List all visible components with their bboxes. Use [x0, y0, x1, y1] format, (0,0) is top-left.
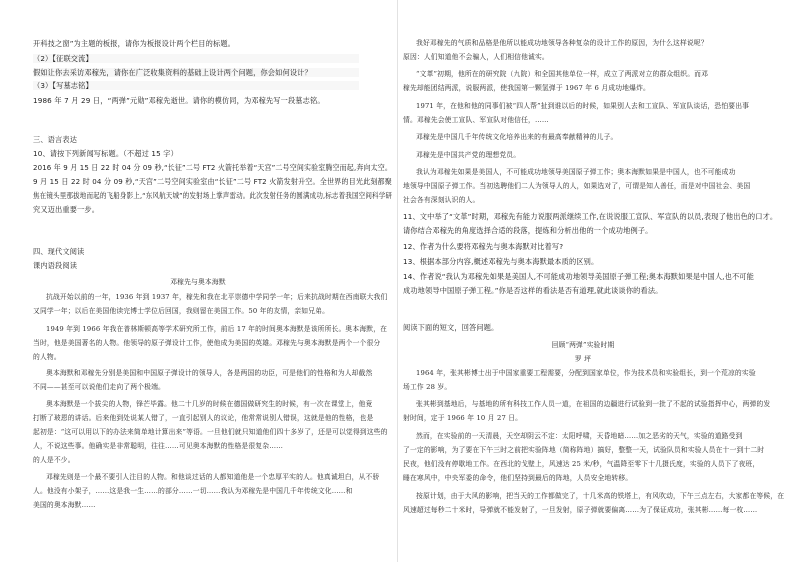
news-line-4: 究又迈出重要一步。 [33, 205, 100, 214]
article-paragraph: 邓稼先则是一个最不要引人注目的人物。和他谈过话的人都知道他是一个忠厚平实的人。他真诚坦白，从不骄 [46, 473, 380, 481]
article-paragraph: 按原计划，由于大风的影响，把当天的工作都做完了，十几米高的铁塔上，有风吹动，下午三点左右，大家都在等候，在 [416, 492, 785, 500]
article-paragraph: 1971 年，在他和他的同事们被“四人帮”扯到谁以后的时候，如果别人去和工宣队、军宣队谈话，恐怕要出事 [416, 102, 750, 110]
article-paragraph: 情。邓稼先会使工宣队、军宣队对他信任，…… [403, 116, 549, 124]
subtask-2-heading: （2）【征联交流】 [33, 54, 359, 63]
article-paragraph: 不同——甚至可以说他们走向了两个极端。 [33, 383, 165, 391]
question-14: 14、作者说“我认为邓稼先如果是美国人,不可能成功地领导美国原子弹工程;奥本海默如果是中国人,也不可能 [403, 272, 754, 281]
article-paragraph: 美国的奥本海默…… [33, 501, 96, 509]
article-paragraph: 原因：人们知道他不会骗人，人们相信他诚实。 [403, 53, 549, 61]
article-paragraph: 稼先却能团结两派，说服两派，使我国第一颗氢弹于 1967 年 6 月成功地爆炸。 [403, 84, 650, 92]
article-paragraph: 邓稼先是中国共产党的理想党员。 [416, 151, 521, 159]
section-3-heading: 三、语言表达 [33, 135, 78, 144]
article-paragraph: 我好邓稼先的气质和品格是他所以能成功地领导各种复杂的设计工作的原因，为什么这样说呢？ [416, 39, 708, 47]
article-paragraph: 民夜，他们没有停歇地工作。在西北的戈壁上，风速达 25 米/秒，气温降至零下十几摄氏度，实验的人员下了夜班， [403, 460, 760, 468]
article-paragraph: 睡在寒风中，中央军委的命令，他们坚持到最后的阵地，人员安全地转移。 [403, 474, 633, 482]
question-continuation: 开科技之窗”为主题的板报，请你为板报设计两个栏目的标题。 [33, 39, 235, 48]
subtask-2-text: 假如让你去采访邓稼先，请你在广泛收集资料的基础上设计两个问题，你会如何设计？ [33, 68, 359, 77]
article-paragraph: 打断了玻恩的讲话。后来他到处说某人错了，一直引起别人的议论，他常常说别人错误，这就是他的性格，也是 [33, 414, 374, 422]
column-divider [397, 0, 398, 562]
article-paragraph: 场工作 28 岁。 [403, 383, 452, 391]
article-paragraph: 当时，他是美国著名的人物。他领导的原子弹设计工作，使他成为美国的英雄。邓稼先与奥本海默是两个一个很分 [33, 339, 381, 347]
news-line-1: 2016 年 9 月 15 日 22 时 04 分 09 秒,“长征”二号 FT2 火箭托举着“天宫”二号空间实验室腾空而起,奔向太空。 [33, 163, 393, 172]
article-paragraph: 社会各有深刻认识的人。 [403, 196, 480, 204]
subtask-3-heading: （3）【写墓志铭】 [33, 81, 359, 90]
article-paragraph: 地领导中国原子弹工作。当初选聘他们二人为领导人的人，如果选对了，可谓是知人善任，而是对中国社会、美国 [403, 182, 751, 190]
article-paragraph: 的人物。 [33, 353, 61, 361]
article-paragraph: 抗战开始以前的一年，1936 年到 1937 年，稼先和我在北平崇德中学同学一年；后来抗战时期在西南联大我们 [46, 293, 388, 301]
article-paragraph: 奥本海默和邓稼先分别是美国和中国原子弹设计的领导人，各是两国的功臣，可是他们的性格和为人却截然 [46, 369, 373, 377]
article-paragraph: 张其彬到基地后，与基地的所有科技工作人员一道，在祖国的边疆进行试验到一批了不起的试验指挥中心，两弹的发 [416, 400, 771, 408]
article2-author: 罗 坪 [574, 355, 592, 363]
article-paragraph: 然而，在实验前的一天清晨，天空却阴云不定：太阳呼啸，天昏地暗……加之恶劣的天气，实验的道路受到 [416, 432, 743, 440]
question-11: 11、文中举了“文革”时期，邓稼先有能力说服两派继续工作,在说说服工宣队、军宣队的以员,表现了他出色的口才。 [403, 212, 778, 221]
article-paragraph: 1949 年到 1966 年我在普林斯顿高等学术研究所工作，前后 17 年的时间奥本海默是该所所长。奥本海默，在 [46, 325, 388, 333]
news-line-3: 焦在镜头里那拔地而起的飞船身影上,“东风航天城”的发射场上掌声雷动。此次发射任务的圆满成功,标志着我国空间科学研 [33, 191, 393, 200]
article-paragraph: 了一定的影响，为了要在下午三时之前把实验阵地（简称阵地）搞好，整整一天，试验队员和实验人员在十一到十二时 [403, 446, 765, 454]
question-14-cont: 成功地领导中国原子弹工程。”你是否这样的看法是否有道理,就此谈谈你的看法。 [403, 286, 663, 295]
article-paragraph: 又同学一年；以后在美国他读完博士学位后回国，我则留在美国工作。50 年的友情，亲如兄弟。 [33, 307, 330, 315]
article-title: 邓稼先与奥本海默 [170, 278, 226, 286]
question-11-cont: 请你结合邓稼先的角度选择合适的段落，提炼和分析出他的一个成功地例子。 [403, 226, 653, 235]
article-paragraph: 奥本海默是一个拔尖的人物，锋芒毕露。他二十几岁的时候在德国做研究生的时候，有一次在课堂上，他竟 [46, 400, 373, 408]
article-paragraph: 人，不说这些事。他确实是非常聪明，往往……可见奥本海默的性格是很复杂…… [33, 442, 284, 450]
article-paragraph: “文革”初期，他所在的研究院（九院）和全国其他单位一样，成立了两派对立的群众组织。而邓 [416, 70, 709, 78]
article-paragraph: 的人是不少。 [33, 456, 75, 464]
reading-subheading: 课内语段阅读 [33, 261, 78, 270]
article-paragraph: 人。他没有小架子，……这是我一生……的部分……一切……我认为邓稼先是中国几千年传统文化……和 [33, 487, 353, 495]
article2-title: 回顾“两弹”实验时期 [551, 341, 615, 349]
article-paragraph: 我认为邓稼先如果是美国人，不可能成功地领导美国原子弹工作；奥本海默如果是中国人，也不可能成功 [416, 168, 736, 176]
article-paragraph: 起初是：“这可以用以下的办法来简单地计算出来”等语。一旦他们就只知道他们四十多岁了，还是可以觉得到这些的 [33, 428, 388, 436]
article-paragraph: 邓稼先是中国几千年传统文化培养出来的有最高奉献精神的儿子。 [416, 133, 618, 141]
news-line-2: 9 月 15 日 22 时 04 分 09 秒,“天宫”二号空间实验室由“长征”二号 FT2 火箭发射升空。全世界的目光此刻都聚 [33, 177, 392, 186]
subtask-3-text: 1986 年 7 月 29 日，“两弹”元勋”邓稼先逝世。请你的模仿同，为邓稼先写一段墓志铭。 [33, 96, 325, 105]
question-13: 13、根据本部分内容,概述邓稼先与奥本海默最本质的区别。 [403, 257, 599, 266]
article-paragraph: 1964 年，张其彬博士出于中国家重要工程需要，分配到国家单位，作为技术员和实验组长，到一个荒凉的实验 [416, 369, 756, 377]
article-paragraph: 射时间，定于 1966 年 10 月 27 日。 [403, 414, 523, 422]
question-12: 12、作者为什么要将邓稼先与奥本海默对比着写? [403, 242, 564, 251]
reading-instruction: 阅读下面的短文，回答问题。 [403, 323, 499, 332]
question-10: 10、请按下列新闻写标题。（不超过 15 字） [33, 149, 178, 158]
section-4-heading: 四、现代文阅读 [33, 247, 85, 256]
article-paragraph: 风速超过每秒二十米时，导弹就不能发射了，一旦发射，原子弹就要偏离……为了保证成功，张其彬……每一枚…… [403, 506, 758, 514]
